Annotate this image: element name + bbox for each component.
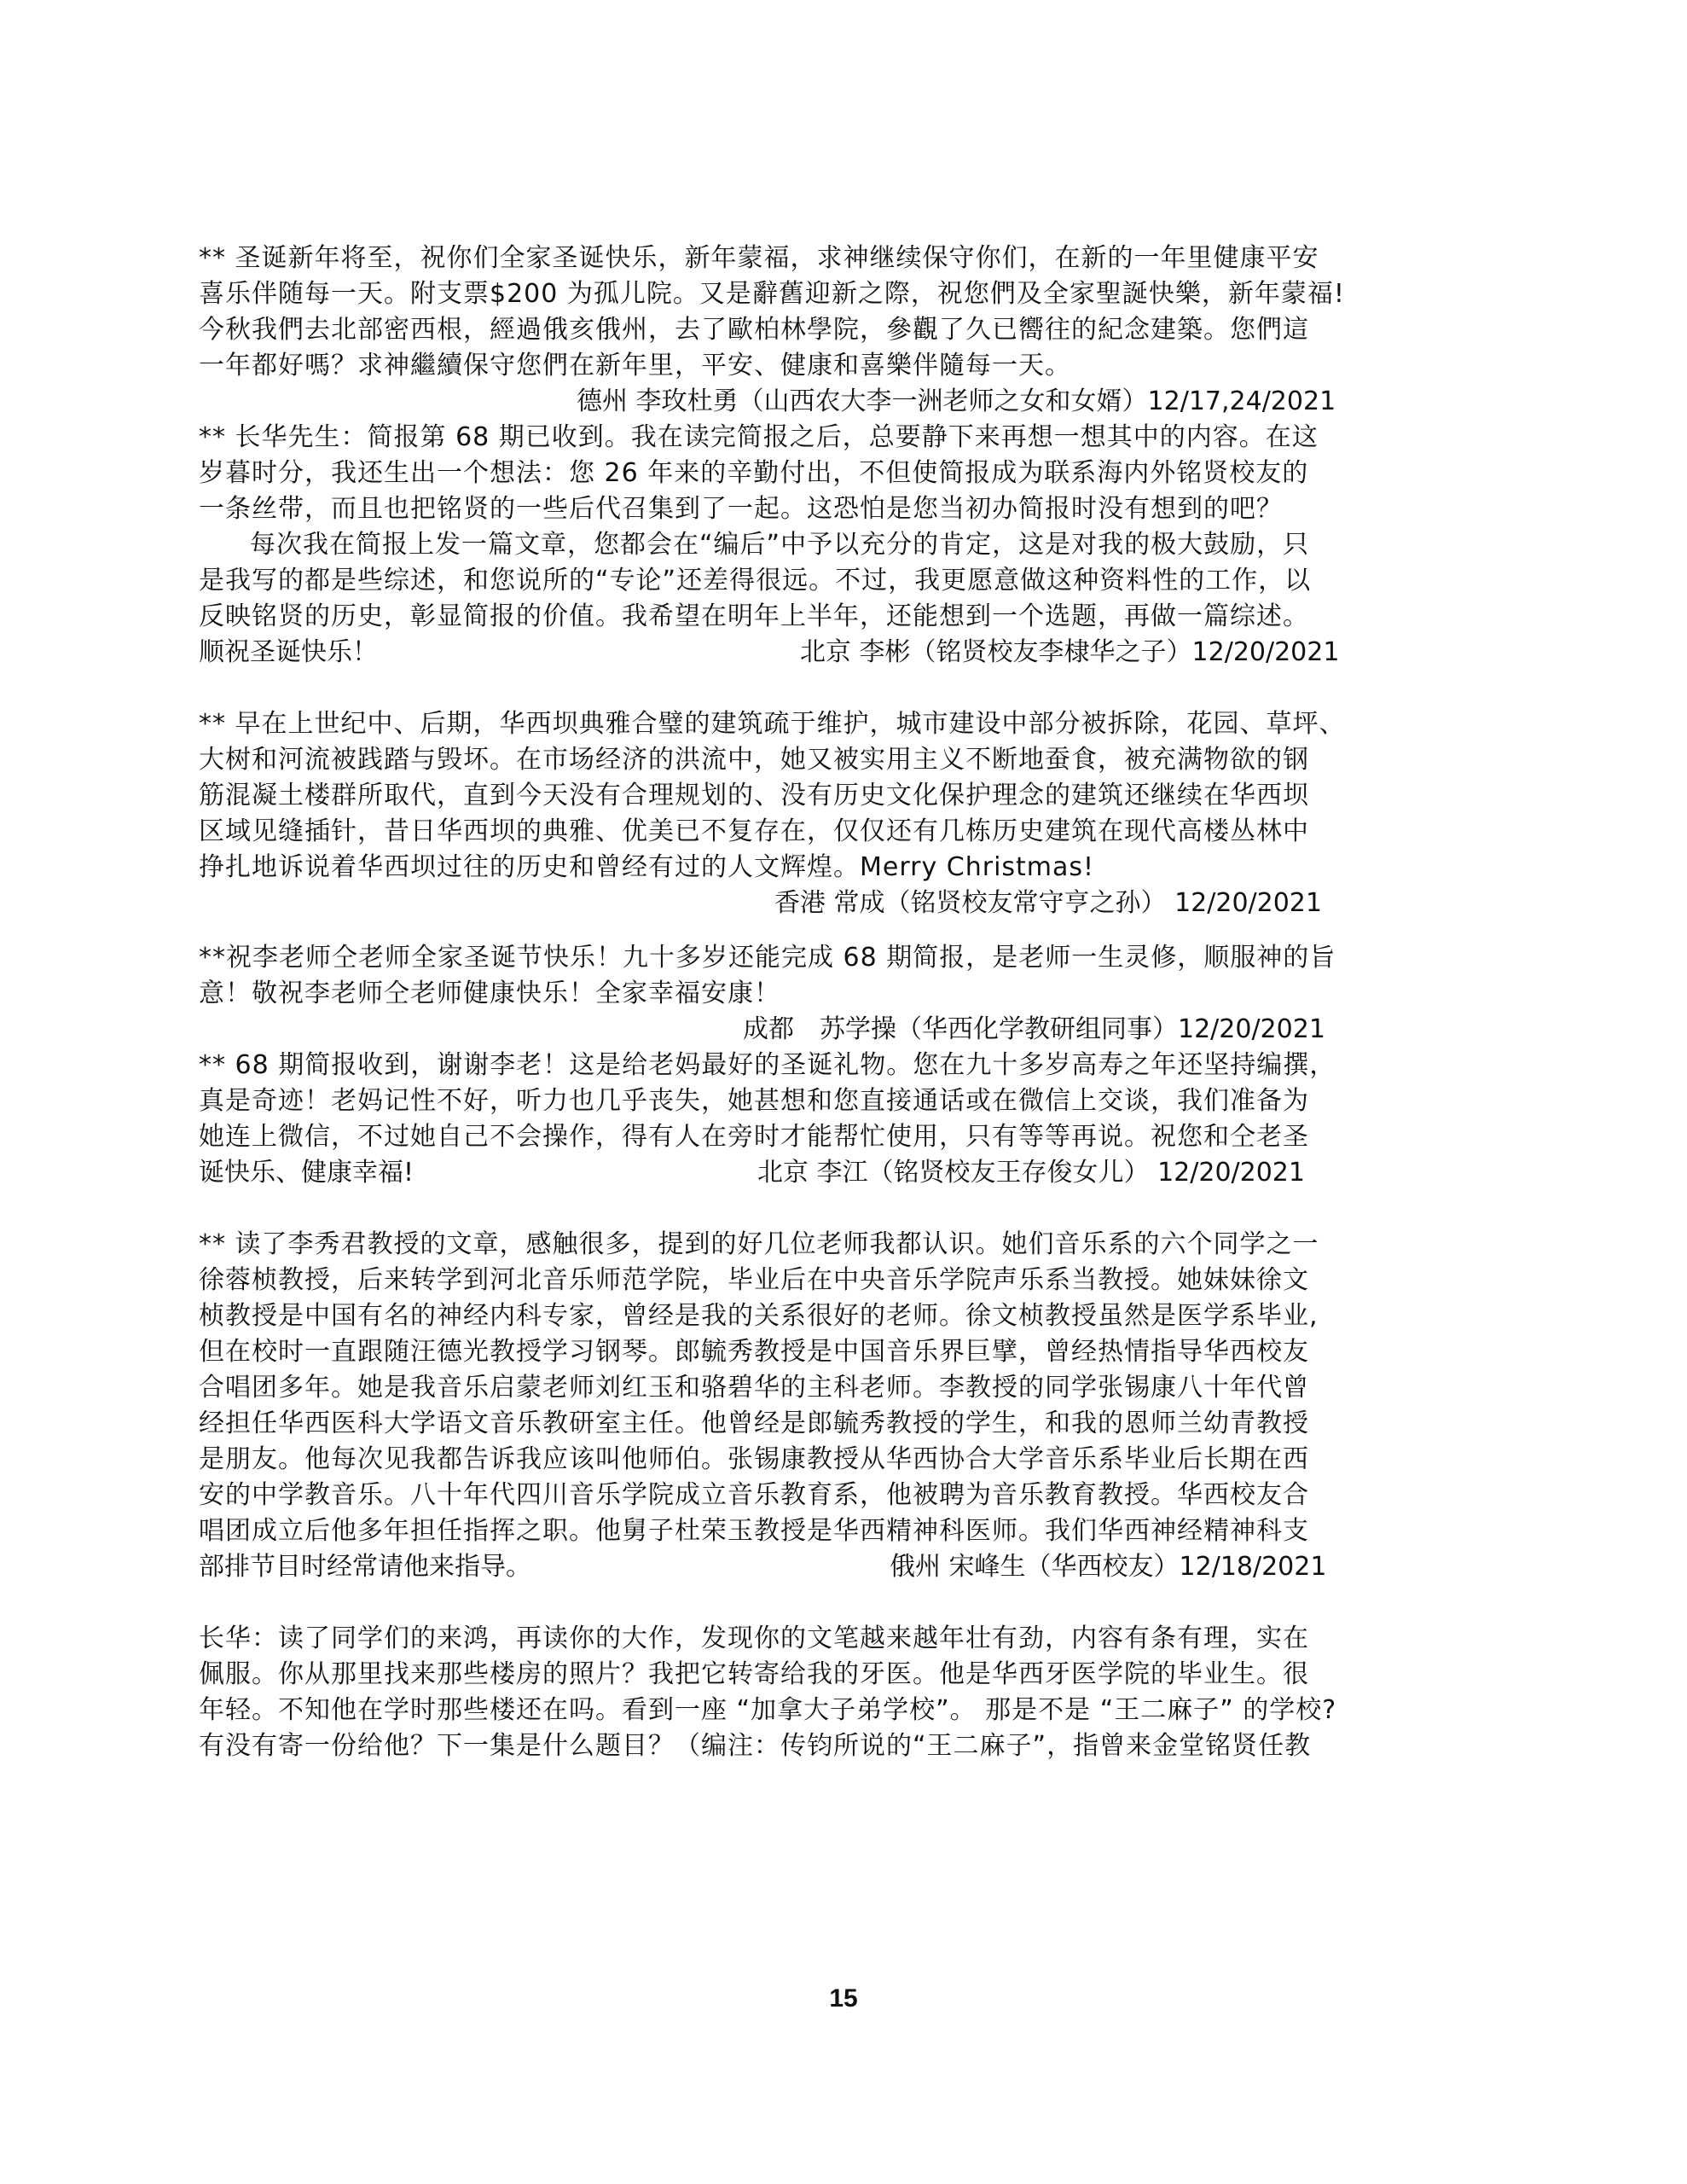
letter-3-signature-row [199, 886, 1512, 921]
letter-6-line: 徐蓉桢教授，后来转学到河北音乐师范学院，毕业后在中央音乐学院声乐系当教授。她妹妹徐文 [199, 1265, 1309, 1295]
letter-1-line: 一年都好嗎？求神繼續保守您們在新年里，平安、健康和喜樂伴隨每一天。 [199, 351, 1071, 380]
letter-6-line: 桢教授是中国有名的神经内科专家，曾经是我的关系很好的老师。徐文桢教授虽然是医学系毕业, [199, 1301, 1319, 1331]
letter-1-line: ** 圣诞新年将至，祝你们全家圣诞快乐，新年蒙福，求神继续保守你们，在新的一年里健康平安 [199, 243, 1319, 273]
letter-4-signature-row [199, 1012, 1512, 1048]
letter-5-closing-row [199, 1155, 1512, 1191]
letter-6-line: 唱团成立后他多年担任指挥之职。他舅子杜荣玉教授是华西精神科医师。我们华西神经精神科支 [199, 1516, 1309, 1546]
letter-4-line: 意！敬祝李老师仝老师健康快乐！全家幸福安康！ [199, 979, 780, 1008]
letter-3-line: 区域见缝插针，昔日华西坝的典雅、优美已不复存在，仅仅还有几栋历史建筑在现代高楼丛林中 [199, 816, 1309, 846]
letter-5 [199, 1048, 1512, 1191]
letter-3 [199, 706, 1512, 921]
letter-3-signature: 香港 常成（铭贤校友常守亨之孙） 12/20/2021 [774, 888, 1322, 918]
letter-4 [199, 940, 1512, 1048]
letter-6-line: 是朋友。他每次见我都告诉我应该叫他师伯。张锡康教授从华西协合大学音乐系毕业后长期在西 [199, 1444, 1309, 1474]
page-number: 15 [829, 1984, 858, 2013]
letter-3-line: 挣扎地诉说着华西坝过往的历史和曾经有过的人文辉煌。Merry Christmas! [199, 852, 1095, 882]
letter-6-signature: 俄州 宋峰生（华西校友）12/18/2021 [890, 1552, 1327, 1582]
letter-2 [199, 420, 1512, 671]
letter-6-line: 经担任华西医科大学语文音乐教研室主任。他曾经是郎毓秀教授的学生，和我的恩师兰幼青教授 [199, 1409, 1309, 1438]
letter-6-closing: 部排节目时经常请他来指导。 [199, 1552, 531, 1582]
letter-1-signature-row [199, 384, 1512, 420]
letter-6-closing-row [199, 1549, 1512, 1585]
letter-2-line: 岁暮时分，我还生出一个想法：您 26 年来的辛勤付出，不但使简报成为联系海内外铭贤校友的 [199, 458, 1309, 488]
letter-2-paragraph2-line: 是我写的都是些综述，和您说所的“专论”还差得很远。不过，我更愿意做这种资料性的工作，以 [199, 566, 1312, 595]
letter-6-line: 安的中学教音乐。八十年代四川音乐学院成立音乐教育系，他被聘为音乐教育教授。华西校友合 [199, 1480, 1309, 1510]
letter-2-closing-row [199, 635, 1512, 671]
spacer [199, 671, 1512, 706]
letter-7-line: 长华：读了同学们的来鸿，再读你的大作，发现你的文笔越来越年壮有劲，内容有条有理，实在 [199, 1623, 1309, 1653]
letter-4-signature: 成都 苏学操（华西化学教研组同事）12/20/2021 [743, 1014, 1325, 1044]
letter-7-line: 年轻。不知他在学时那些楼还在吗。看到一座 “加拿大子弟学校”。 那是不是 “王二麻子” 的学校? [199, 1695, 1337, 1725]
letter-6 [199, 1227, 1512, 1585]
letter-4-line: **祝李老师仝老师全家圣诞节快乐！九十多岁还能完成 68 期简报，是老师一生灵修，顺服神的旨 [199, 943, 1336, 973]
letter-7-line: 有没有寄一份给他？下一集是什么题目？（编注：传钧所说的“王二麻子”，指曾来金堂铭贤任教 [199, 1731, 1312, 1761]
letter-7 [199, 1621, 1512, 1764]
letter-2-line: ** 长华先生：简报第 68 期已收到。我在读完简报之后，总要静下来再想一想其中的内容。在这 [199, 422, 1319, 452]
spacer [199, 1585, 1512, 1621]
letter-3-line: ** 早在上世纪中、后期，华西坝典雅合璧的建筑疏于维护，城市建设中部分被拆除，花园、草坪、 [199, 709, 1346, 739]
letter-2-paragraph2-line: 反映铭贤的历史，彰显简报的价值。我希望在明年上半年，还能想到一个选题，再做一篇综述。 [199, 601, 1309, 631]
letter-2-line: 一条丝带，而且也把铭贤的一些后代召集到了一起。这恐怕是您当初办简报时没有想到的吧？ [199, 494, 1283, 524]
letter-1-line: 今秋我們去北部密西根，經過俄亥俄州，去了歐柏林學院，參觀了久已嚮往的紀念建築。您們這 [199, 315, 1309, 345]
letter-5-closing: 诞快乐、健康幸福! [199, 1158, 415, 1188]
letter-2-paragraph2-line: 每次我在简报上发一篇文章，您都会在“编后”中予以充分的肯定，这是对我的极大鼓励，只 [250, 530, 1310, 560]
letter-5-line: ** 68 期简报收到，谢谢李老！这是给老妈最好的圣诞礼物。您在九十多岁高寿之年还坚持编撰， [199, 1050, 1336, 1080]
letter-2-closing: 顺祝圣诞快乐！ [199, 637, 378, 667]
letter-7-line: 佩服。你从那里找来那些楼房的照片？我把它转寄给我的牙医。他是华西牙医学院的毕业生。很 [199, 1659, 1309, 1689]
letter-2-signature: 北京 李彬（铭贤校友李棣华之子）12/20/2021 [800, 637, 1340, 667]
letter-5-line: 她连上微信，不过她自己不会操作，得有人在旁时才能帮忙使用，只有等等再说。祝您和仝老圣 [199, 1122, 1309, 1152]
letter-5-signature: 北京 李江（铭贤校友王存俊女儿） 12/20/2021 [757, 1158, 1305, 1188]
letter-1-line: 喜乐伴随每一天。附支票$200 为孤儿院。又是辭舊迎新之際，祝您們及全家聖誕快樂，新年蒙福! [199, 279, 1345, 309]
letter-1-signature: 德州 李玫杜勇（山西农大李一洲老师之女和女婿）12/17,24/2021 [577, 386, 1336, 416]
spacer [199, 1191, 1512, 1227]
letter-5-line: 真是奇迹！老妈记性不好，听力也几乎丧失，她甚想和您直接通话或在微信上交谈，我们准备为 [199, 1086, 1309, 1116]
page-body [199, 241, 1512, 1764]
letter-6-line: 但在校时一直跟随汪德光教授学习钢琴。郎毓秀教授是中国音乐界巨擘，曾经热情指导华西校友 [199, 1337, 1309, 1367]
letter-6-line: ** 读了李秀君教授的文章，感触很多，提到的好几位老师我都认识。她们音乐系的六个同学之一 [199, 1229, 1319, 1259]
letter-1 [199, 241, 1512, 420]
spacer [199, 921, 1512, 940]
letter-3-line: 大树和河流被践踏与毁坏。在市场经济的洪流中，她又被实用主义不断地蚕食，被充满物欲的钢 [199, 745, 1309, 775]
letter-6-line: 合唱团多年。她是我音乐启蒙老师刘红玉和骆碧华的主科老师。李教授的同学张锡康八十年代曾 [199, 1373, 1309, 1403]
letter-3-line: 筋混凝土楼群所取代，直到今天没有合理规划的、没有历史文化保护理念的建筑还继续在华西坝 [199, 781, 1309, 810]
